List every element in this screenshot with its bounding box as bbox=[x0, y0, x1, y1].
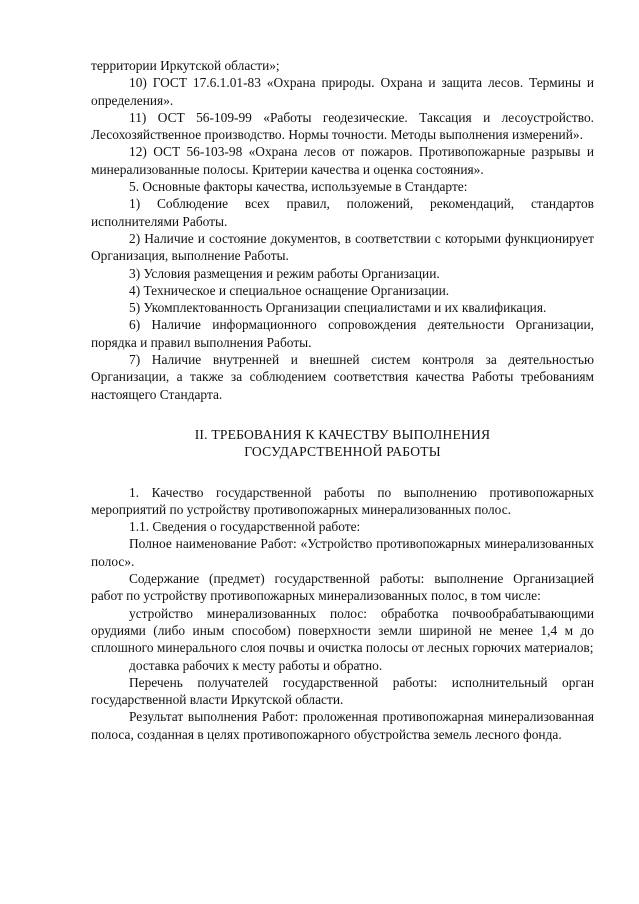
work-full-name: Полное наименование Работ: «Устройство противопожарных минерализованных полос». bbox=[91, 536, 594, 569]
list-item-12: 12) ОСТ 56-103-98 «Охрана лесов от пожаров. Противопожарные разрывы и минерализованные полосы. Критерии качества и оценка состояния». bbox=[91, 144, 594, 177]
quality-factor-2: 2) Наличие и состояние документов, в соответствии с которыми функционирует Организация, выполнение Работы. bbox=[91, 230, 594, 264]
quality-factor-1: 1) Соблюдение всех правил, положений, рекомендаций, стандартов исполнителями Работы. bbox=[91, 196, 594, 229]
quality-factors-intro: 5. Основные факторы качества, используемые в Стандарте: bbox=[129, 179, 468, 195]
quality-factor-5: 5) Укомплектованность Организации специалистами и их квалификация. bbox=[129, 300, 547, 316]
work-content-item-delivery: доставка рабочих к месту работы и обратно. bbox=[129, 657, 383, 673]
work-content: Содержание (предмет) государственной работы: выполнение Организацией работ по устройству противопожарных минерализованных полос, в том числе: bbox=[91, 571, 594, 604]
work-info-heading: 1.1. Сведения о государственной работе: bbox=[129, 519, 361, 535]
section-heading-line-2: ГОСУДАРСТВЕННОЙ РАБОТЫ bbox=[244, 444, 441, 460]
quality-factor-3: 3) Условия размещения и режим работы Организации. bbox=[129, 265, 440, 281]
work-quality-paragraph: 1. Качество государственной работы по выполнению противопожарных мероприятий по устройству противопожарных минерализованных полос. bbox=[91, 484, 594, 517]
quality-factor-4: 4) Техническое и специальное оснащение Организации. bbox=[129, 282, 450, 298]
section-heading bbox=[91, 426, 594, 461]
page-content bbox=[91, 57, 594, 743]
work-result: Результат выполнения Работ: проложенная противопожарная минерализованная полоса, созданная в целях противопожарного обустройства земель лесного фонда. bbox=[91, 709, 594, 742]
list-item-10: 10) ГОСТ 17.6.1.01-83 «Охрана природы. Охрана и защита лесов. Термины и определения». bbox=[91, 75, 594, 108]
section-heading-line-1: II. ТРЕБОВАНИЯ К КАЧЕСТВУ ВЫПОЛНЕНИЯ bbox=[194, 426, 491, 442]
quality-factor-7: 7) Наличие внутренней и внешней систем контроля за деятельностью Организации, а также за соблюдением соответствия качества Работы требованиям настоящего Стандарта. bbox=[91, 352, 594, 402]
list-item-11: 11) ОСТ 56-109-99 «Работы геодезические. Таксация и лесоустройство. Лесохозяйственное производство. Нормы точности. Методы выполнения измерений». bbox=[91, 109, 594, 143]
quality-factor-6: 6) Наличие информационного сопровождения деятельности Организации, порядка и правил выполнения Работы. bbox=[91, 317, 594, 350]
work-content-item-strips: устройство минерализованных полос: обработка почвообрабатывающими орудиями (либо иным способом) поверхности земли шириной не менее 1,4 м до сплошного минерального слоя почвы и очистка полосы от лесных горючих материалов; bbox=[91, 605, 594, 656]
work-recipients: Перечень получателей государственной работы: исполнительный орган государственной власти Иркутской области. bbox=[91, 674, 594, 708]
paragraph-continuation: территории Иркутской области»; bbox=[91, 58, 280, 73]
